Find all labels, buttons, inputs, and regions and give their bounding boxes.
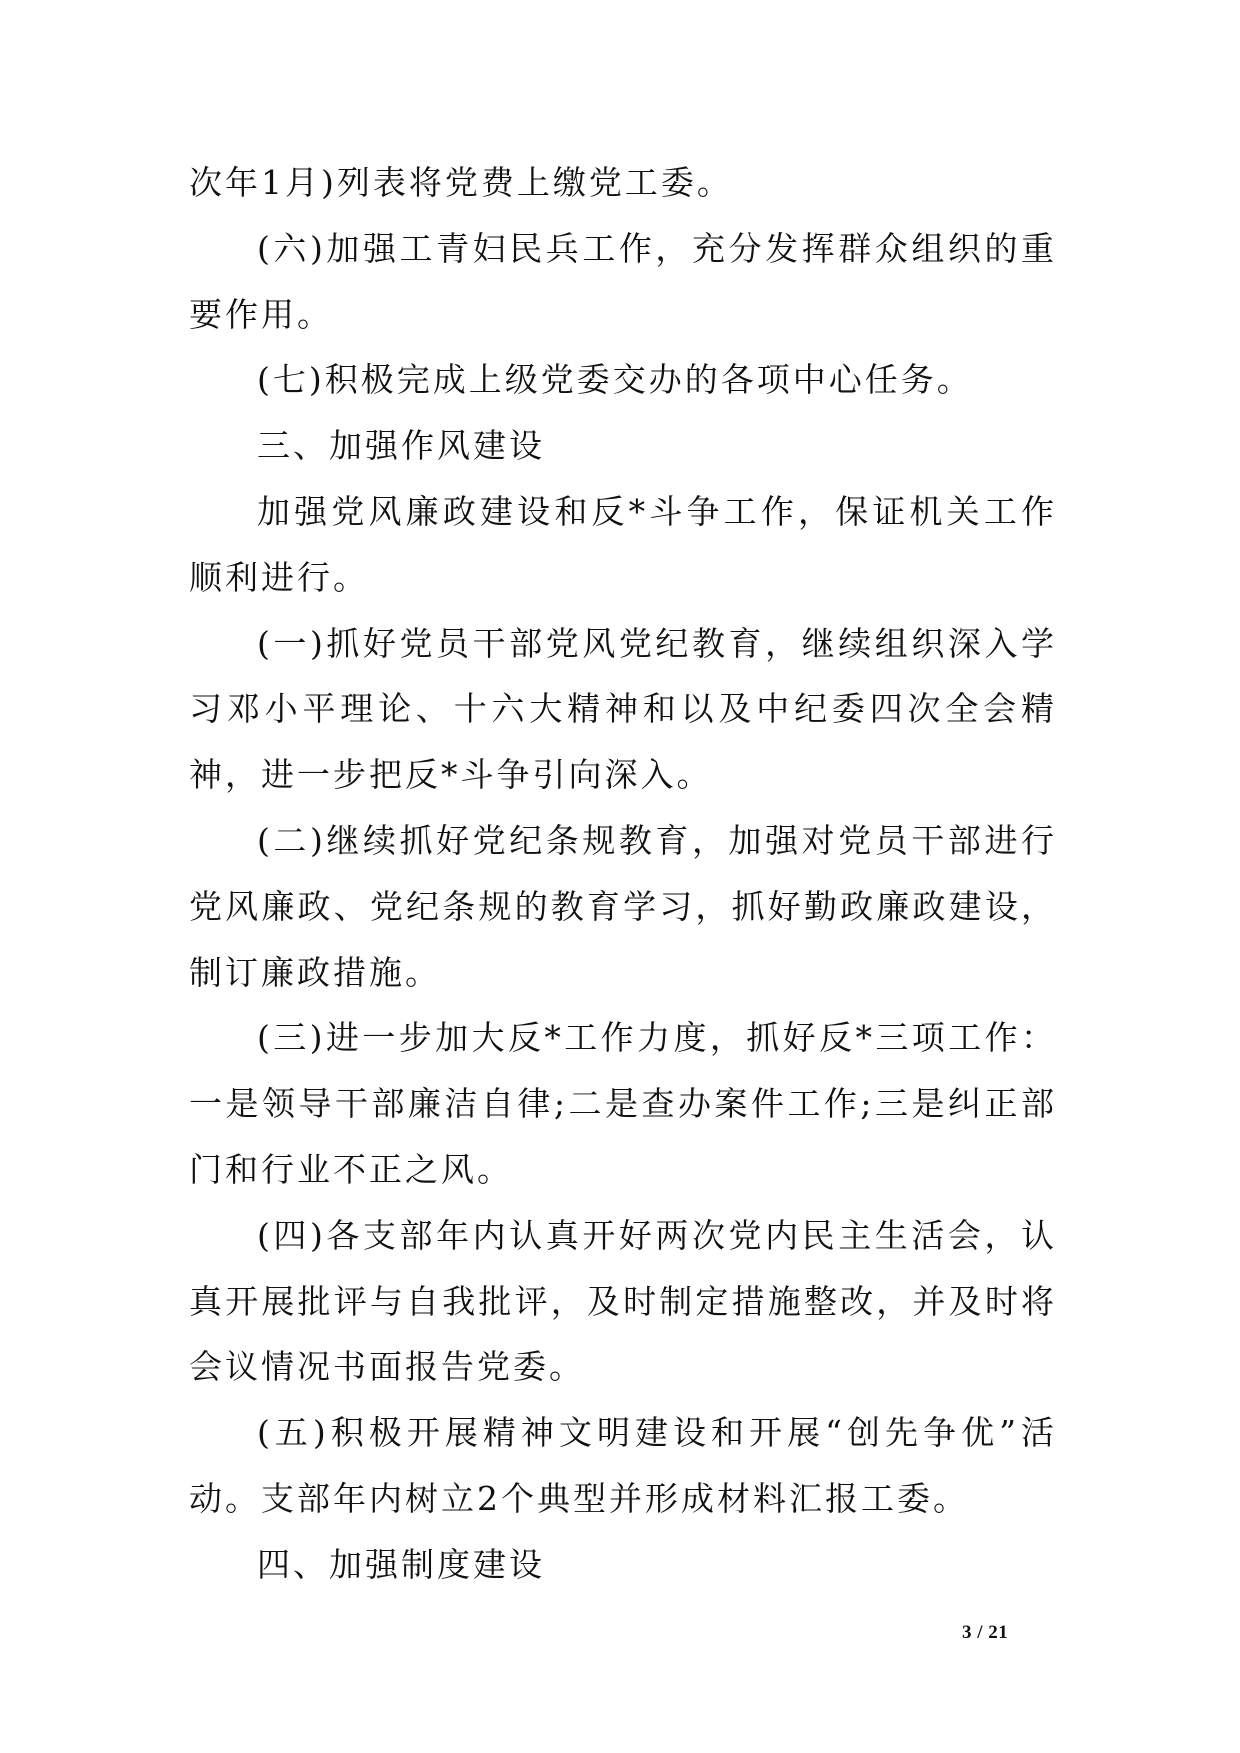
paragraph-7: (二)继续抓好党纪条规教育，加强对党员干部进行党风廉政、党纪条规的教育学习，抓好勤政廉政建设，制订廉政措施。 xyxy=(189,820,1057,992)
paragraph-5: 加强党风廉政建设和反*斗争工作，保证机关工作顺利进行。 xyxy=(189,491,1057,597)
section-heading-3: 三、加强作风建设 xyxy=(257,426,545,466)
document-body xyxy=(189,150,1057,1598)
paragraph-2: (六)加强工青妇民兵工作，充分发挥群众组织的重要作用。 xyxy=(189,228,1057,334)
paragraph-9: (四)各支部年内认真开好两次党内民主生活会，认真开展批评与自我批评，及时制定措施整改，并及时将会议情况书面报告党委。 xyxy=(189,1215,1057,1387)
paragraph-6: (一)抓好党员干部党风党纪教育，继续组织深入学习邓小平理论、十六大精神和以及中纪委四次全会精神，进一步把反*斗争引向深入。 xyxy=(189,623,1057,795)
paragraph-3: (七)积极完成上级党委交办的各项中心任务。 xyxy=(257,360,973,400)
paragraph-8: (三)进一步加大反*工作力度，抓好反*三项工作：一是领导干部廉洁自律;二是查办案件工作;三是纠正部门和行业不正之风。 xyxy=(189,1018,1057,1189)
section-heading-4: 四、加强制度建设 xyxy=(257,1544,545,1584)
paragraph-10: (五)积极开展精神文明建设和开展“创先争优”活动。支部年内树立2个典型并形成材料汇报工委。 xyxy=(189,1413,1057,1518)
paragraph-1: 次年1月)列表将党费上缴党工委。 xyxy=(189,163,733,202)
page-number: 3 / 21 xyxy=(962,1622,1009,1643)
